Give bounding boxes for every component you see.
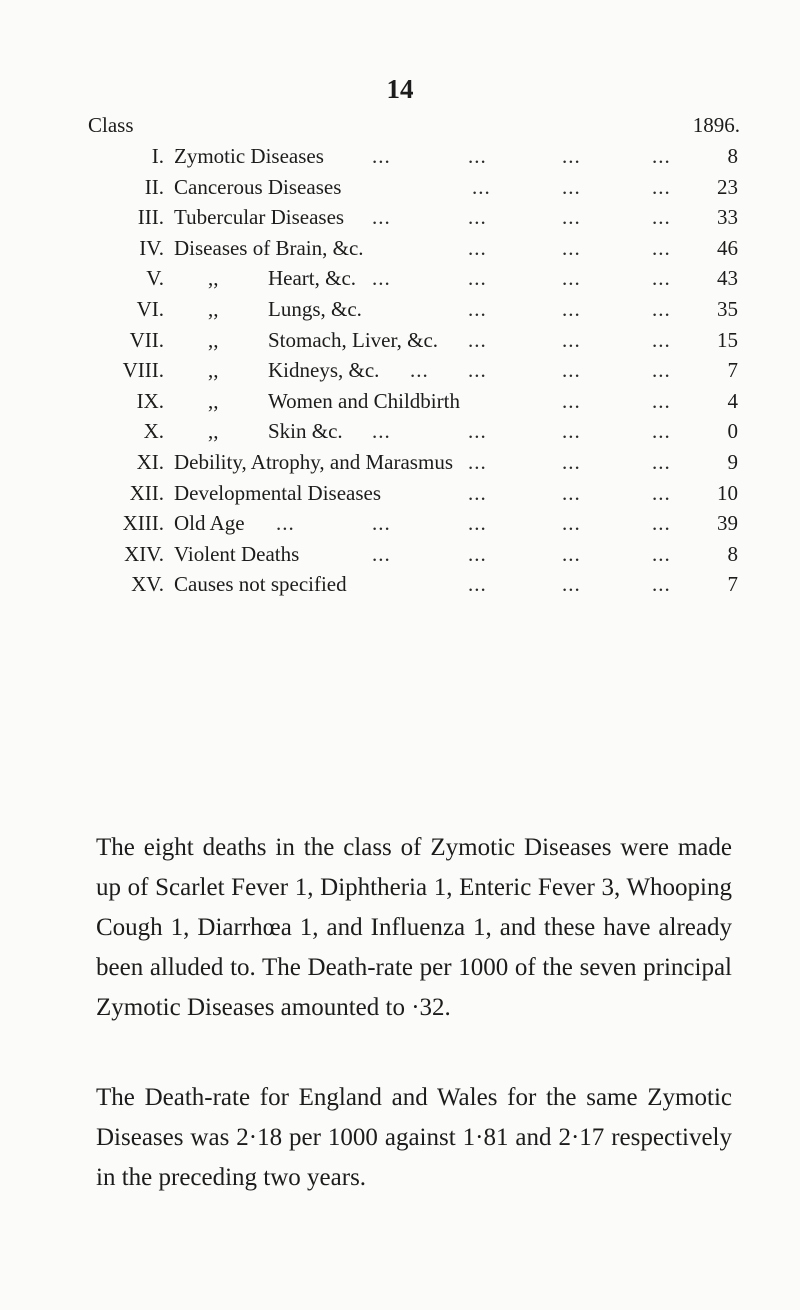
table-row — [0, 294, 800, 324]
page-number: 14 — [386, 74, 414, 104]
class-numeral: VIII. — [122, 358, 164, 383]
leader-dots: ... — [468, 235, 487, 260]
ditto-mark: ,, — [208, 388, 219, 413]
year-column-header: 1896. — [692, 113, 740, 137]
cause-label: Kidneys, &c. — [268, 358, 380, 383]
cause-label: Developmental Diseases — [174, 480, 382, 505]
leader-dots: ... — [562, 511, 581, 536]
ditto-mark: ,, — [208, 297, 219, 321]
cause-label: Zymotic Diseases — [174, 144, 324, 168]
class-column-header: Class — [88, 113, 134, 137]
leader-dots: ... — [468, 327, 487, 352]
cause-label: Violent Deaths — [174, 541, 300, 566]
leader-dots: ... — [562, 480, 581, 505]
death-count: 35 — [717, 297, 738, 321]
ditto-mark: ,, — [208, 419, 219, 444]
leader-dots: ... — [562, 450, 581, 474]
death-count: 33 — [717, 205, 738, 230]
leader-dots: ... — [652, 388, 671, 413]
leader-dots: ... — [652, 511, 671, 536]
leader-dots: ... — [372, 266, 391, 291]
leader-dots: ... — [562, 144, 581, 168]
class-numeral: X. — [143, 419, 164, 444]
cause-label: Old Age — [174, 511, 245, 536]
leader-dots: ... — [468, 511, 487, 536]
class-numeral: XI. — [136, 450, 164, 474]
table-row — [0, 325, 800, 355]
leader-dots: ... — [652, 450, 671, 474]
death-count: 43 — [717, 266, 738, 291]
leader-dots: ... — [562, 541, 581, 566]
leader-dots: ... — [652, 327, 671, 352]
death-count: 7 — [727, 358, 738, 383]
leader-dots: ... — [468, 541, 487, 566]
leader-dots: ... — [468, 450, 487, 474]
cause-label: Skin &c. — [268, 419, 343, 444]
leader-dots: ... — [652, 235, 671, 260]
class-numeral: I. — [151, 144, 164, 168]
leader-dots: ... — [652, 480, 671, 505]
leader-dots: ... — [468, 144, 487, 168]
death-count: 46 — [717, 235, 738, 260]
table-row — [0, 202, 800, 232]
class-numeral: II. — [144, 174, 164, 199]
leader-dots: ... — [562, 572, 581, 597]
leader-dots: ... — [562, 235, 581, 260]
class-numeral: V. — [146, 266, 164, 291]
class-numeral: XV. — [131, 572, 164, 597]
cause-label: Heart, &c. — [268, 266, 357, 291]
ditto-mark: ,, — [208, 327, 219, 352]
leader-dots: ... — [468, 480, 487, 505]
leader-dots: ... — [276, 511, 295, 536]
death-count: 7 — [727, 572, 738, 597]
leader-dots: ... — [468, 205, 487, 230]
leader-dots: ... — [652, 419, 671, 444]
class-numeral: VII. — [129, 327, 164, 352]
leader-dots: ... — [562, 174, 581, 199]
leader-dots: ... — [562, 358, 581, 383]
death-count: 10 — [717, 480, 738, 505]
leader-dots: ... — [652, 174, 671, 199]
class-numeral: XII. — [129, 480, 164, 505]
leader-dots: ... — [468, 266, 487, 291]
death-count: 0 — [727, 419, 738, 444]
class-numeral: XIII. — [122, 511, 164, 536]
leader-dots: ... — [372, 144, 391, 168]
cause-label: Debility, Atrophy, and Marasmus — [174, 450, 453, 474]
leader-dots: ... — [652, 266, 671, 291]
leader-dots: ... — [468, 297, 487, 321]
death-count: 15 — [717, 327, 738, 352]
leader-dots: ... — [372, 205, 391, 230]
class-numeral: IX. — [136, 388, 164, 413]
cause-label: Stomach, Liver, &c. — [268, 327, 439, 352]
death-count: 4 — [727, 388, 738, 413]
cause-label: Diseases of Brain, &c. — [174, 235, 364, 260]
cause-label: Lungs, &c. — [268, 297, 362, 321]
leader-dots: ... — [652, 358, 671, 383]
leader-dots: ... — [372, 419, 391, 444]
leader-dots: ... — [562, 297, 581, 321]
table-row — [0, 416, 800, 446]
paragraph-death-rate: The Death-rate for England and Wales for the same Zymotic Diseases was 2·18 per 1000 against 1·81 and 2·17 respectively in the preceding two years. — [96, 1084, 732, 1191]
leader-dots: ... — [562, 205, 581, 230]
death-count: 23 — [717, 174, 738, 199]
leader-dots: ... — [372, 511, 391, 536]
class-numeral: XIV. — [124, 541, 164, 566]
death-count: 9 — [727, 450, 738, 474]
ditto-mark: ,, — [208, 266, 219, 291]
table-row — [0, 263, 800, 293]
death-count: 8 — [727, 541, 738, 566]
leader-dots: ... — [652, 541, 671, 566]
table-row — [0, 447, 800, 477]
leader-dots: ... — [652, 572, 671, 597]
table-row — [0, 141, 800, 171]
table-row — [0, 386, 800, 416]
leader-dots: ... — [562, 266, 581, 291]
leader-dots: ... — [468, 358, 487, 383]
leader-dots: ... — [468, 419, 487, 444]
table-row — [0, 478, 800, 508]
leader-dots: ... — [468, 572, 487, 597]
cause-label: Tubercular Diseases — [174, 205, 345, 230]
class-numeral: III. — [137, 205, 164, 230]
table-row — [0, 355, 800, 385]
ditto-mark: ,, — [208, 358, 219, 383]
death-count: 39 — [717, 511, 738, 536]
class-numeral: VI. — [136, 297, 164, 321]
table-header-row — [0, 110, 800, 140]
leader-dots: ... — [652, 144, 671, 168]
cause-label: Causes not specified — [174, 572, 347, 597]
table-row — [0, 539, 800, 569]
cause-label: Women and Childbirth — [268, 388, 460, 413]
table-row — [0, 569, 800, 599]
leader-dots: ... — [562, 388, 581, 413]
table-row — [0, 508, 800, 538]
table-row — [0, 233, 800, 263]
leader-dots: ... — [652, 297, 671, 321]
leader-dots: ... — [652, 205, 671, 230]
table-row — [0, 172, 800, 202]
death-count: 8 — [727, 144, 738, 168]
class-numeral: IV. — [139, 235, 164, 260]
leader-dots: ... — [372, 541, 391, 566]
leader-dots: ... — [562, 327, 581, 352]
leader-dots: ... — [410, 358, 429, 383]
paragraph-zymotic-deaths: The eight deaths in the class of Zymotic Diseases were made up of Scarlet Fever 1, Diphtheria 1, Enteric Fever 3, Whooping Cough 1, Diarrhœa 1, and Influenza 1, and these have already been alluded to. The Death-rate per 1000 of the seven principal Zymotic Diseases amounted to ·32. — [96, 834, 732, 1021]
cause-label: Cancerous Diseases — [174, 174, 342, 199]
leader-dots: ... — [562, 419, 581, 444]
leader-dots: ... — [472, 174, 491, 199]
